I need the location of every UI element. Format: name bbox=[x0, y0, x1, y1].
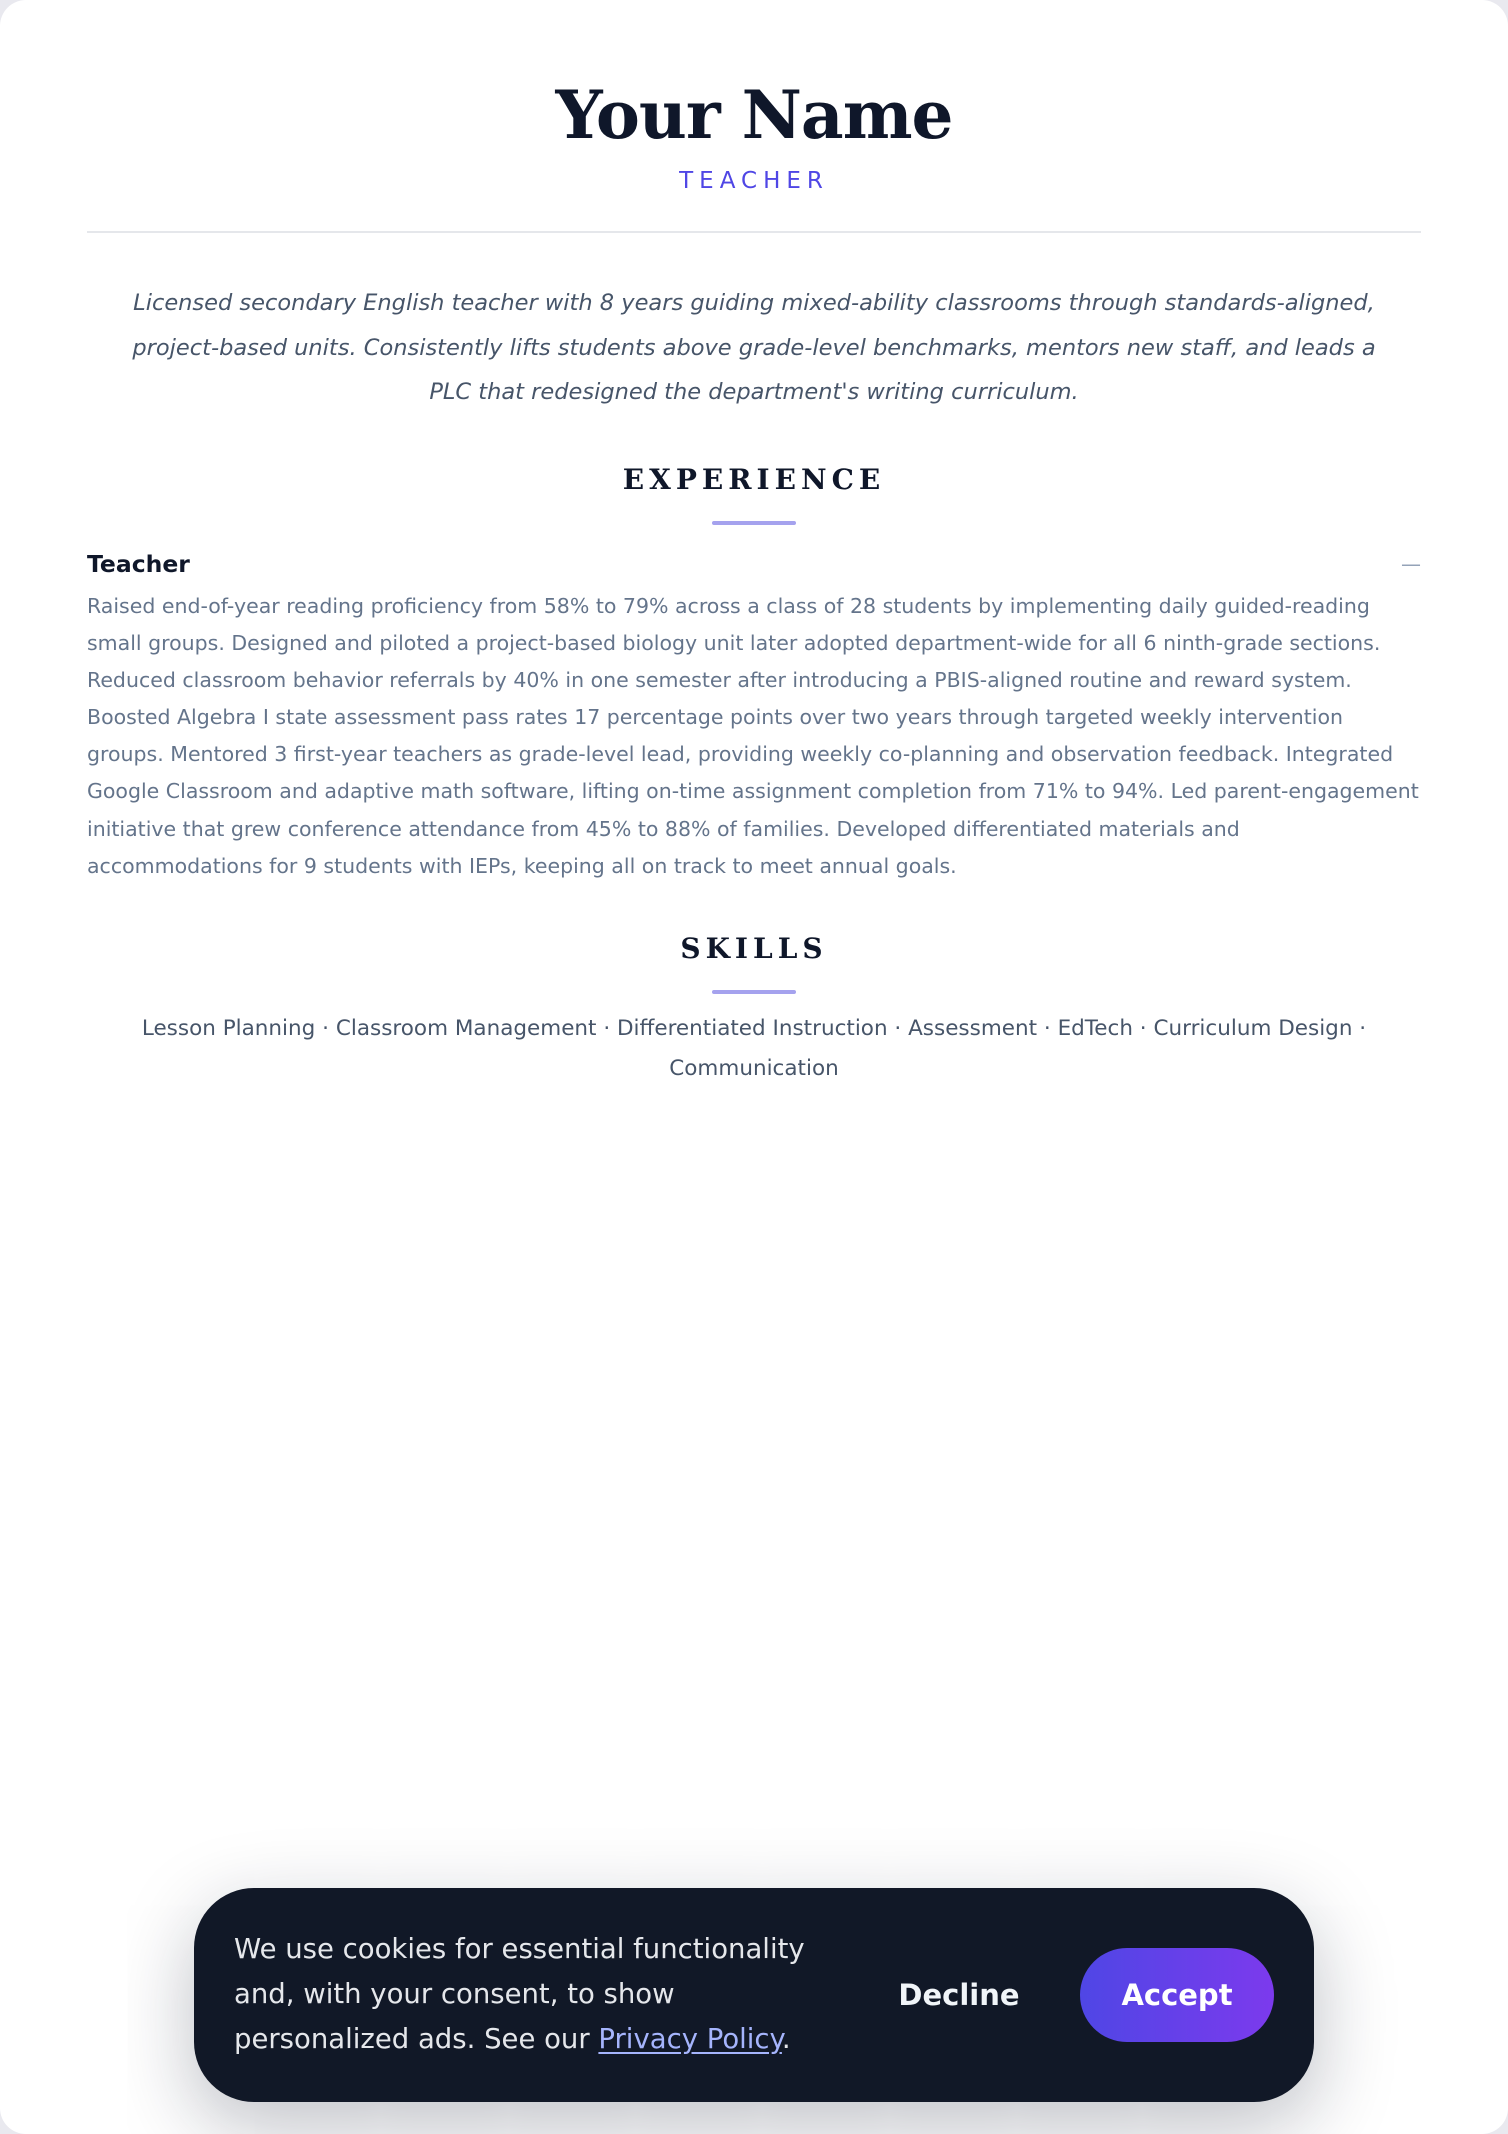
job-dates: — bbox=[1401, 552, 1421, 576]
privacy-policy-link[interactable]: Privacy Policy bbox=[598, 2023, 782, 2055]
cookie-message-text: We use cookies for essential functionality and, with your consent, to show personalized ads. See our bbox=[234, 1933, 805, 2055]
skill-item: Classroom Management bbox=[335, 1016, 597, 1041]
accept-button[interactable]: Accept bbox=[1080, 1948, 1274, 2042]
skills-heading-underline bbox=[712, 990, 796, 994]
skill-item: EdTech bbox=[1057, 1016, 1133, 1041]
skill-item: Differentiated Instruction bbox=[617, 1016, 888, 1041]
cookie-message bbox=[234, 1927, 854, 2062]
experience-heading: EXPERIENCE bbox=[622, 463, 886, 496]
candidate-role: TEACHER bbox=[679, 168, 829, 194]
job-description: Raised end-of-year reading proficiency from 58% to 79% across a class of 28 students by implementing daily guided-reading small groups. Designed and piloted a project-based biology unit later adopted department-wide for all 6 ninth-grade sections. Reduced classroom behavior referrals by 40% in one semester after introducing a PBIS-aligned routine and reward system. Boosted Algebra I state assessment pass rates 17 percentage points over two years through targeted weekly intervention groups. Mentored 3 first-year teachers as grade-level lead, providing weekly co-planning and observation feedback. Integrated Google Classroom and adaptive math software, lifting on-time assignment completion from 71% to 94%. Led parent-engagement initiative that grew conference attendance from 45% to 88% of families. Developed differentiated materials and accommodations for 9 students with IEPs, keeping all on track to meet annual goals. bbox=[87, 594, 1419, 878]
candidate-name: Your Name bbox=[555, 76, 953, 154]
decline-button[interactable]: Decline bbox=[884, 1955, 1034, 2035]
skills-heading: SKILLS bbox=[680, 932, 828, 965]
professional-summary: Licensed secondary English teacher with 8 years guiding mixed-ability classrooms through standards-aligned, project-based units. Consistently lifts students above grade-level benchmarks, mentors new staff, and leads a PLC that redesigned the department's writing curriculum. bbox=[132, 290, 1376, 405]
skill-item: Communication bbox=[669, 1056, 839, 1081]
resume-header bbox=[87, 0, 1421, 233]
job-title: Teacher bbox=[87, 550, 190, 578]
cookie-message-end: . bbox=[781, 2023, 791, 2055]
skills-list: Lesson Planning · Classroom Management · Differentiated Instruction · Assessment · EdTech · Curriculum Design · Communication bbox=[141, 1016, 1367, 1081]
experience-heading-underline bbox=[712, 521, 796, 525]
cookie-consent-banner bbox=[194, 1888, 1314, 2102]
skill-item: Lesson Planning bbox=[141, 1016, 316, 1041]
skill-item: Curriculum Design bbox=[1153, 1016, 1353, 1041]
skill-item: Assessment bbox=[908, 1016, 1038, 1041]
